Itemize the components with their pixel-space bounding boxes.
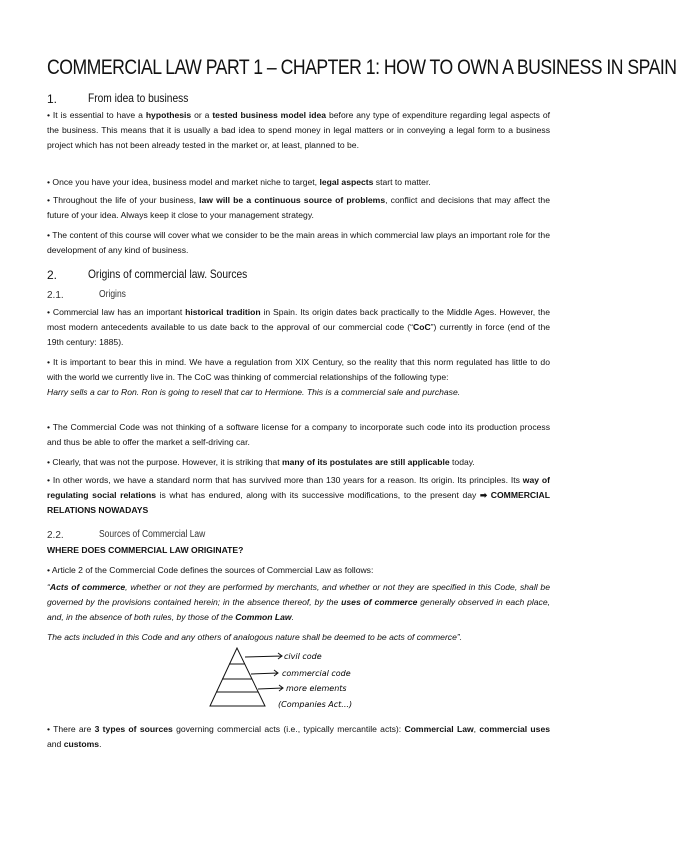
section-2-paragraph-4: • Clearly, that was not the purpose. However, it is striking that many of its postulates are still applicable today. [47, 457, 475, 467]
example-sentence: Harry sells a car to Ron. Ron is going to resell that car to Hermione. This is a commercial sale and purchase. [47, 387, 461, 397]
section-2-paragraph-6: • Article 2 of the Commercial Code defines the sources of Commercial Law as follows: [47, 565, 374, 575]
section-1-paragraph-4: • The content of this course will cover what we consider to be the main areas in which commercial law plays an important role for the development of any kind of business. [47, 230, 550, 255]
subsection-2-1-heading: Origins [99, 289, 126, 300]
section-2-paragraph-5: • In other words, we have a standard norm that has survived more than 130 years for a reason. Its origin. Its principles. Its way of regulating social relations is what has endured, along with its successive modifications, to the present day ➡ COMMERCIAL RELATIONS NOWADAYS [47, 475, 550, 515]
section-1-paragraph-3: • Throughout the life of your business, law will be a continuous source of problems, conflict and decisions that may affect the future of your idea. Always keep it close to your management strategy. [47, 195, 550, 220]
section-2-number: 2. [47, 268, 58, 282]
section-1-heading: From idea to business [88, 91, 189, 105]
section-2-paragraph-3: • The Commercial Code was not thinking of a software license for a company to incorporate such code into its production process and thus be able to offer the market a self-driving car. [47, 422, 550, 447]
section-2-paragraph-2: • It is important to bear this in mind. We have a regulation from XIX Century, so the reality that this norm regulated has little to do with the world we currently live in. The CoC was thinking of commercial relationships of the following type: Harry sells a car to Ron. Ron is going to resell that car to Hermione. This is a commercial sale and purchase. [47, 357, 550, 397]
article-2-quote: “Acts of commerce, whether or not they are performed by merchants, and whether or not they are specified in this Code, shall be governed by the provisions contained herein; in the absence thereof, by the uses of commerce generally observed in each place, and, in the absence of both rules, by those of the Common Law. [47, 582, 551, 622]
subsection-2-1-number: 2.1. [47, 290, 64, 301]
origin-question: WHERE DOES COMMERCIAL LAW ORIGINATE? [47, 545, 244, 555]
arrow-icon [245, 653, 282, 659]
subsection-2-2-heading: Sources of Commercial Law [99, 529, 206, 540]
arrow-icon: ➡ [479, 490, 488, 500]
document-title: COMMERCIAL LAW PART 1 – CHAPTER 1: HOW TO OWN A BUSINESS IN SPAIN [47, 56, 677, 79]
diagram-label-companies-act: (Companies Act...) [278, 700, 353, 709]
section-1-paragraph-2: • Once you have your idea, business model and market niche to target, legal aspects start to matter. [47, 177, 431, 187]
section-2-paragraph-7: • There are 3 types of sources governing commercial acts (i.e., typically mercantile acts): Commercial Law, commercial uses and customs. [47, 724, 551, 749]
subsection-2-2-number: 2.2. [47, 530, 64, 541]
diagram-label-civil-code: civil code [284, 652, 322, 661]
sources-pyramid-diagram [200, 644, 400, 714]
diagram-label-commercial-code: commercial code [282, 669, 351, 678]
section-2-paragraph-1: • Commercial law has an important historical tradition in Spain. Its origin dates back practically to the Middle Ages. However, the most modern antecedents available to us date back to the approval of our commercial code (“CoC”) currently in force (end of the 19th century: 1885). [47, 307, 550, 347]
section-2-heading: Origins of commercial law. Sources [88, 267, 248, 281]
section-1-paragraph-1: • It is essential to have a hypothesis or a tested business model idea before any type of expenditure regarding legal aspects of the business. This means that it is usually a bad idea to spend money in legal matters or in conveying a legal form to a business project which has not been already tested in the market or, at least, planned to be. [47, 110, 550, 150]
article-2-quote-2: The acts included in this Code and any others of analogous nature shall be deemed to be acts of commerce”. [47, 632, 463, 642]
section-1-number: 1. [47, 92, 58, 106]
arrow-icon [251, 670, 278, 676]
diagram-label-more-elements: more elements [286, 684, 347, 693]
arrow-icon [258, 685, 283, 691]
